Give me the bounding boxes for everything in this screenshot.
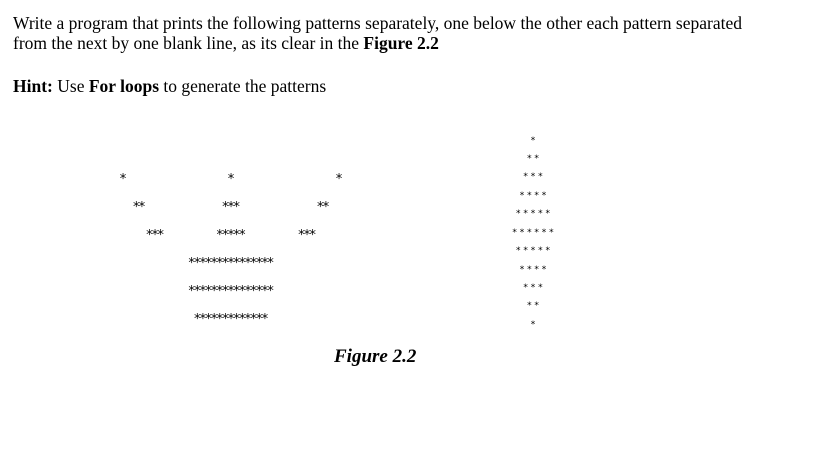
pattern-left-row3-b: *****	[215, 228, 245, 243]
pattern-left-row2-b: ***	[221, 200, 239, 215]
pattern-left-row5: ***************	[187, 284, 273, 299]
diamond-row: *	[530, 136, 536, 146]
diamond-row: * * * * * *	[512, 228, 554, 238]
diamond-row: *	[530, 320, 536, 330]
pattern-left-row6: *************	[193, 312, 267, 327]
question-line-1: Write a program that prints the following patterns separately, one below the other each pattern separated	[13, 13, 742, 33]
diamond-row: * * *	[523, 172, 543, 182]
diamond-row: * *	[527, 154, 539, 164]
question-paragraph	[13, 13, 828, 53]
pattern-left-row1-c: *	[335, 172, 341, 187]
question-line-2: from the next by one blank line, as its clear in the	[13, 33, 364, 53]
hint-label: Hint:	[13, 76, 53, 96]
diamond-row: * *	[527, 301, 539, 311]
diamond-row: * * *	[523, 283, 543, 293]
hint-text-2: to generate the patterns	[159, 76, 327, 96]
pattern-left-row3-c: ***	[297, 228, 315, 243]
diamond-row: * * * *	[519, 191, 547, 201]
pattern-left-row2-a: **	[132, 200, 144, 215]
figure-reference: Figure 2.2	[363, 33, 439, 53]
pattern-left-row1-b: *	[227, 172, 233, 187]
pattern-left-row4: ***************	[187, 256, 273, 271]
pattern-left-row3-a: ***	[145, 228, 163, 243]
diamond-row: * * * *	[519, 265, 547, 275]
pattern-left-row1-a: *	[119, 172, 125, 187]
hint-paragraph	[13, 76, 326, 96]
figure-caption: Figure 2.2	[334, 346, 417, 367]
diamond-row: * * * * *	[516, 209, 550, 219]
pattern-left-row2-c: **	[316, 200, 328, 215]
diamond-row: * * * * *	[516, 246, 550, 256]
hint-for-loops: For loops	[88, 76, 160, 96]
hint-text-1: Use	[52, 76, 89, 96]
